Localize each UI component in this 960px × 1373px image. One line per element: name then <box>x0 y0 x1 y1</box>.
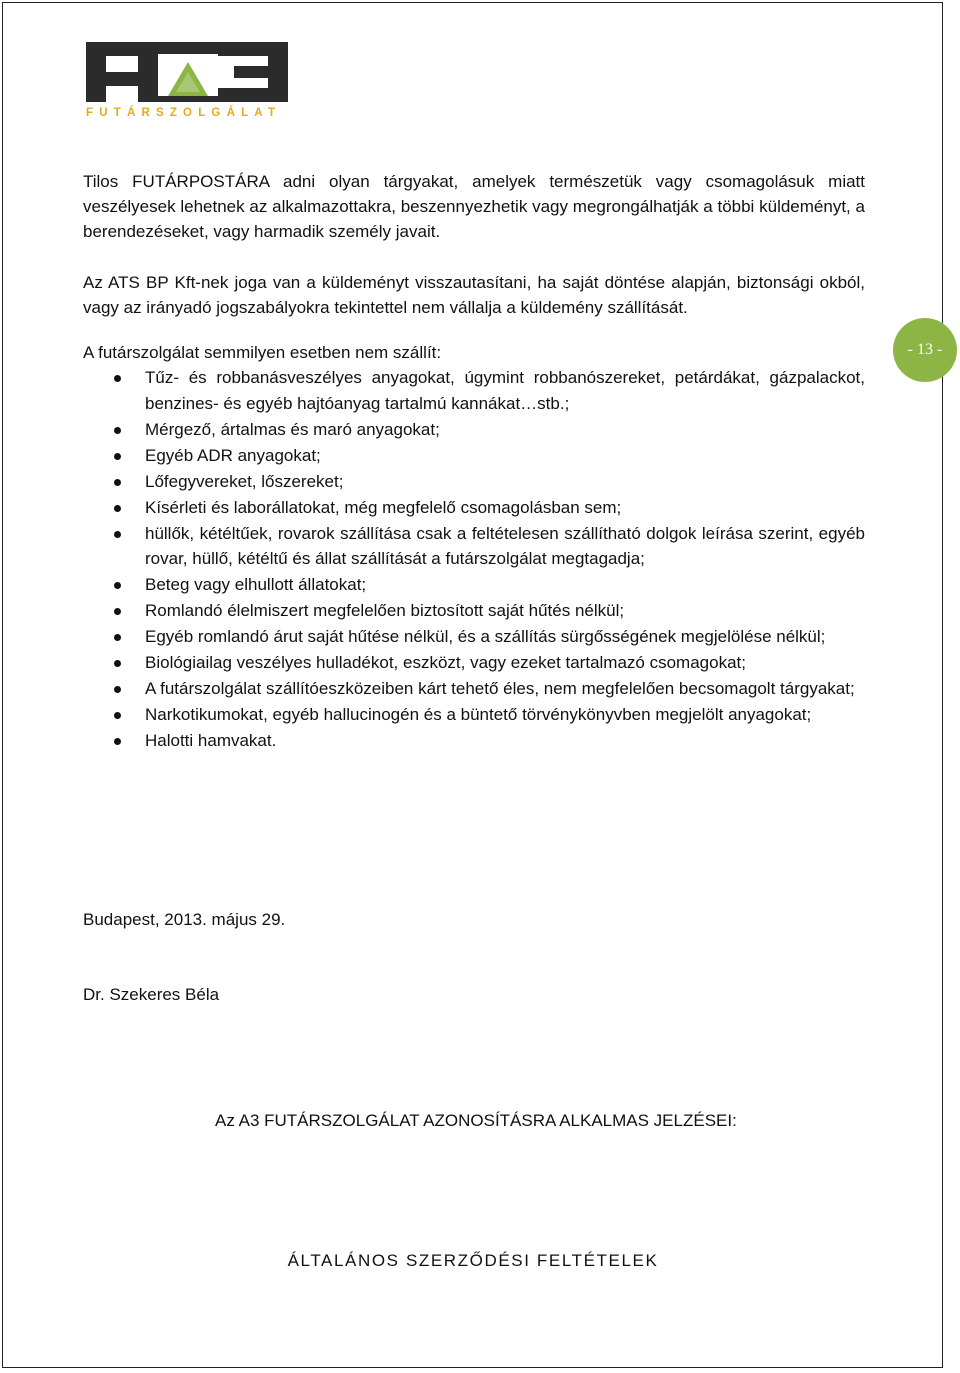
bullet-icon <box>114 505 121 512</box>
bullet-icon <box>114 686 121 693</box>
bullet-icon <box>114 582 121 589</box>
paragraph-prohibition: Tilos FUTÁRPOSTÁRA adni olyan tárgyakat, amelyek természetük vagy csomagolásuk miatt veszélyesek lehetnek az alkalmazottakra, beszennyezhetik vagy megrongálhatják a többi küldeményt, a berendezéseket, vagy harmadik személy javait. <box>83 172 865 241</box>
signer-name: Dr. Szekeres Béla <box>83 985 220 1004</box>
bullet-icon <box>114 634 121 641</box>
list-item: Egyéb romlandó árut saját hűtése nélkül, és a szállítás sürgősségének megjelölése nélkül; <box>83 624 865 650</box>
bullet-icon <box>114 375 121 382</box>
bullet-icon <box>114 712 121 719</box>
document-footer: ÁLTALÁNOS SZERZŐDÉSI FELTÉTELEK <box>287 1251 659 1270</box>
bullet-icon <box>114 531 121 538</box>
identification-marks-heading: Az A3 FUTÁRSZOLGÁLAT AZONOSÍTÁSRA ALKALMAS JELZÉSEI: <box>215 1111 737 1130</box>
bullet-icon <box>114 479 121 486</box>
list-intro: A futárszolgálat semmilyen esetben nem szállít: <box>83 343 442 362</box>
bullet-icon <box>114 608 121 615</box>
list-item: Tűz- és robbanásveszélyes anyagokat, úgymint robbanószereket, petárdákat, gázpalackot, benzines- és egyéb hajtóanyag tartalmú kannákat…stb.; <box>83 365 865 416</box>
list-item: A futárszolgálat szállítóeszközeiben kárt tehető éles, nem megfelelően becsomagolt tárgyakat; <box>83 676 865 702</box>
list-item: hüllők, kétéltűek, rovarok szállítása csak a feltételesen szállítható dolgok leírása szerint, egyéb rovar, hüllő, kétéltű és állat szállítását a futárszolgálat megtagadja; <box>83 521 865 572</box>
list-item: Kísérleti és laborállatokat, még megfelelő csomagolásban sem; <box>83 495 865 521</box>
list-item: Lőfegyvereket, lőszereket; <box>83 469 865 495</box>
bullet-icon <box>114 427 121 434</box>
date-line: Budapest, 2013. május 29. <box>83 910 286 929</box>
list-item: Biológiailag veszélyes hulladékot, eszközt, vagy ezeket tartalmazó csomagokat; <box>83 650 865 676</box>
paragraph-refusal-right: Az ATS BP Kft-nek joga van a küldeményt visszautasítani, ha saját döntése alapján, biztonsági okból, vagy az irányadó jogszabályokra tekintettel nem vállalja a küldemény szállítását. <box>83 273 865 317</box>
bullet-icon <box>114 453 121 460</box>
list-item: Egyéb ADR anyagokat; <box>83 443 865 469</box>
list-item: Narkotikumokat, egyéb hallucinogén és a büntető törvénykönyvben megjelölt anyagokat; <box>83 702 865 728</box>
list-item: Beteg vagy elhullott állatokat; <box>83 572 865 598</box>
list-item: Romlandó élelmiszert megfelelően biztosított saját hűtés nélkül; <box>83 598 865 624</box>
page-number-badge: - 13 - <box>893 318 957 382</box>
list-item: Halotti hamvakat. <box>83 728 865 754</box>
prohibited-items-list <box>83 365 865 754</box>
logo-wordmark: FUTÁRSZOLGÁLAT <box>86 107 282 119</box>
list-item: Mérgező, ártalmas és maró anyagokat; <box>83 417 865 443</box>
bullet-icon <box>114 660 121 667</box>
bullet-icon <box>114 738 121 745</box>
